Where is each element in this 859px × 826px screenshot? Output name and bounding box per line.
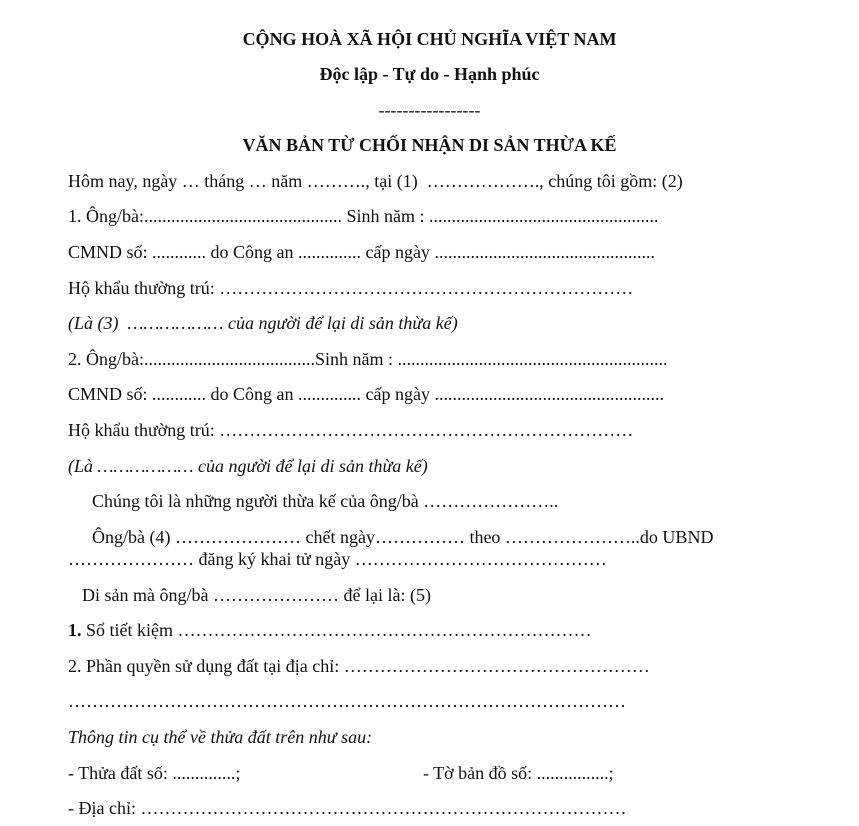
estate-item-1 [68,619,592,641]
person1-name: 1. Ông/bà:............................................ Sinh năm : ................................................... [68,206,659,226]
country-heading: CỘNG HOÀ XÃ HỘI CHỦ NGHĨA VIỆT NAM [242,29,617,49]
land-info-heading: Thông tin cụ thể về thửa đất trên như sau: [68,727,373,747]
deceased-line-2: ………………… đăng ký khai tử ngày …………………………………… [68,549,607,569]
heirs-statement: Chúng tôi là những người thừa kế của ông/bà ………………….. [92,491,559,511]
estate-item-1-text: Sổ tiết kiệm …………………………………………………………… [81,620,592,640]
separator: ----------------- [378,100,481,120]
estate-item-2: 2. Phần quyền sử dụng đất tại địa chỉ: …………………………………………… [68,656,650,676]
land-address: - Địa chỉ: ……………………………………………………………………… [68,798,627,818]
land-parcel-number: - Thửa đất số: ..............; [68,763,241,783]
person1-relation: (Là (3) ……………… của người để lại di sản thừa kế) [68,313,458,333]
person2-id: CMND số: ............ do Công an .............. cấp ngày ................................................... [68,384,664,404]
person1-residence: Hộ khẩu thường trú: …………………………………………………………… [68,278,634,298]
intro-line: Hôm nay, ngày … tháng … năm ………., tại (1) ………………., chúng tôi gồm: (2) [68,171,683,191]
map-sheet-number: - Tờ bản đồ số: ................; [423,763,614,783]
estate-item-2-continuation: ………………………………………………………………………………… [68,691,626,711]
deceased-line-1: Ông/bà (4) ………………… chết ngày…………… theo …………………..do UBND [92,527,714,547]
motto: Độc lập - Tự do - Hạnh phúc [319,64,540,84]
person2-name: 2. Ông/bà:......................................Sinh năm : ............................................................ [68,349,668,369]
estate-item-1-number: 1. [68,620,82,640]
document-title: VĂN BẢN TỪ CHỐI NHẬN DI SẢN THỪA KẾ [242,135,617,155]
person2-relation: (Là ……………… của người để lại di sản thừa kế) [68,456,428,476]
estate-intro: Di sản mà ông/bà ………………… để lại là: (5) [82,585,431,605]
person2-residence: Hộ khẩu thường trú: …………………………………………………………… [68,420,634,440]
person1-id: CMND số: ............ do Công an .............. cấp ngày ................................................. [68,242,655,262]
